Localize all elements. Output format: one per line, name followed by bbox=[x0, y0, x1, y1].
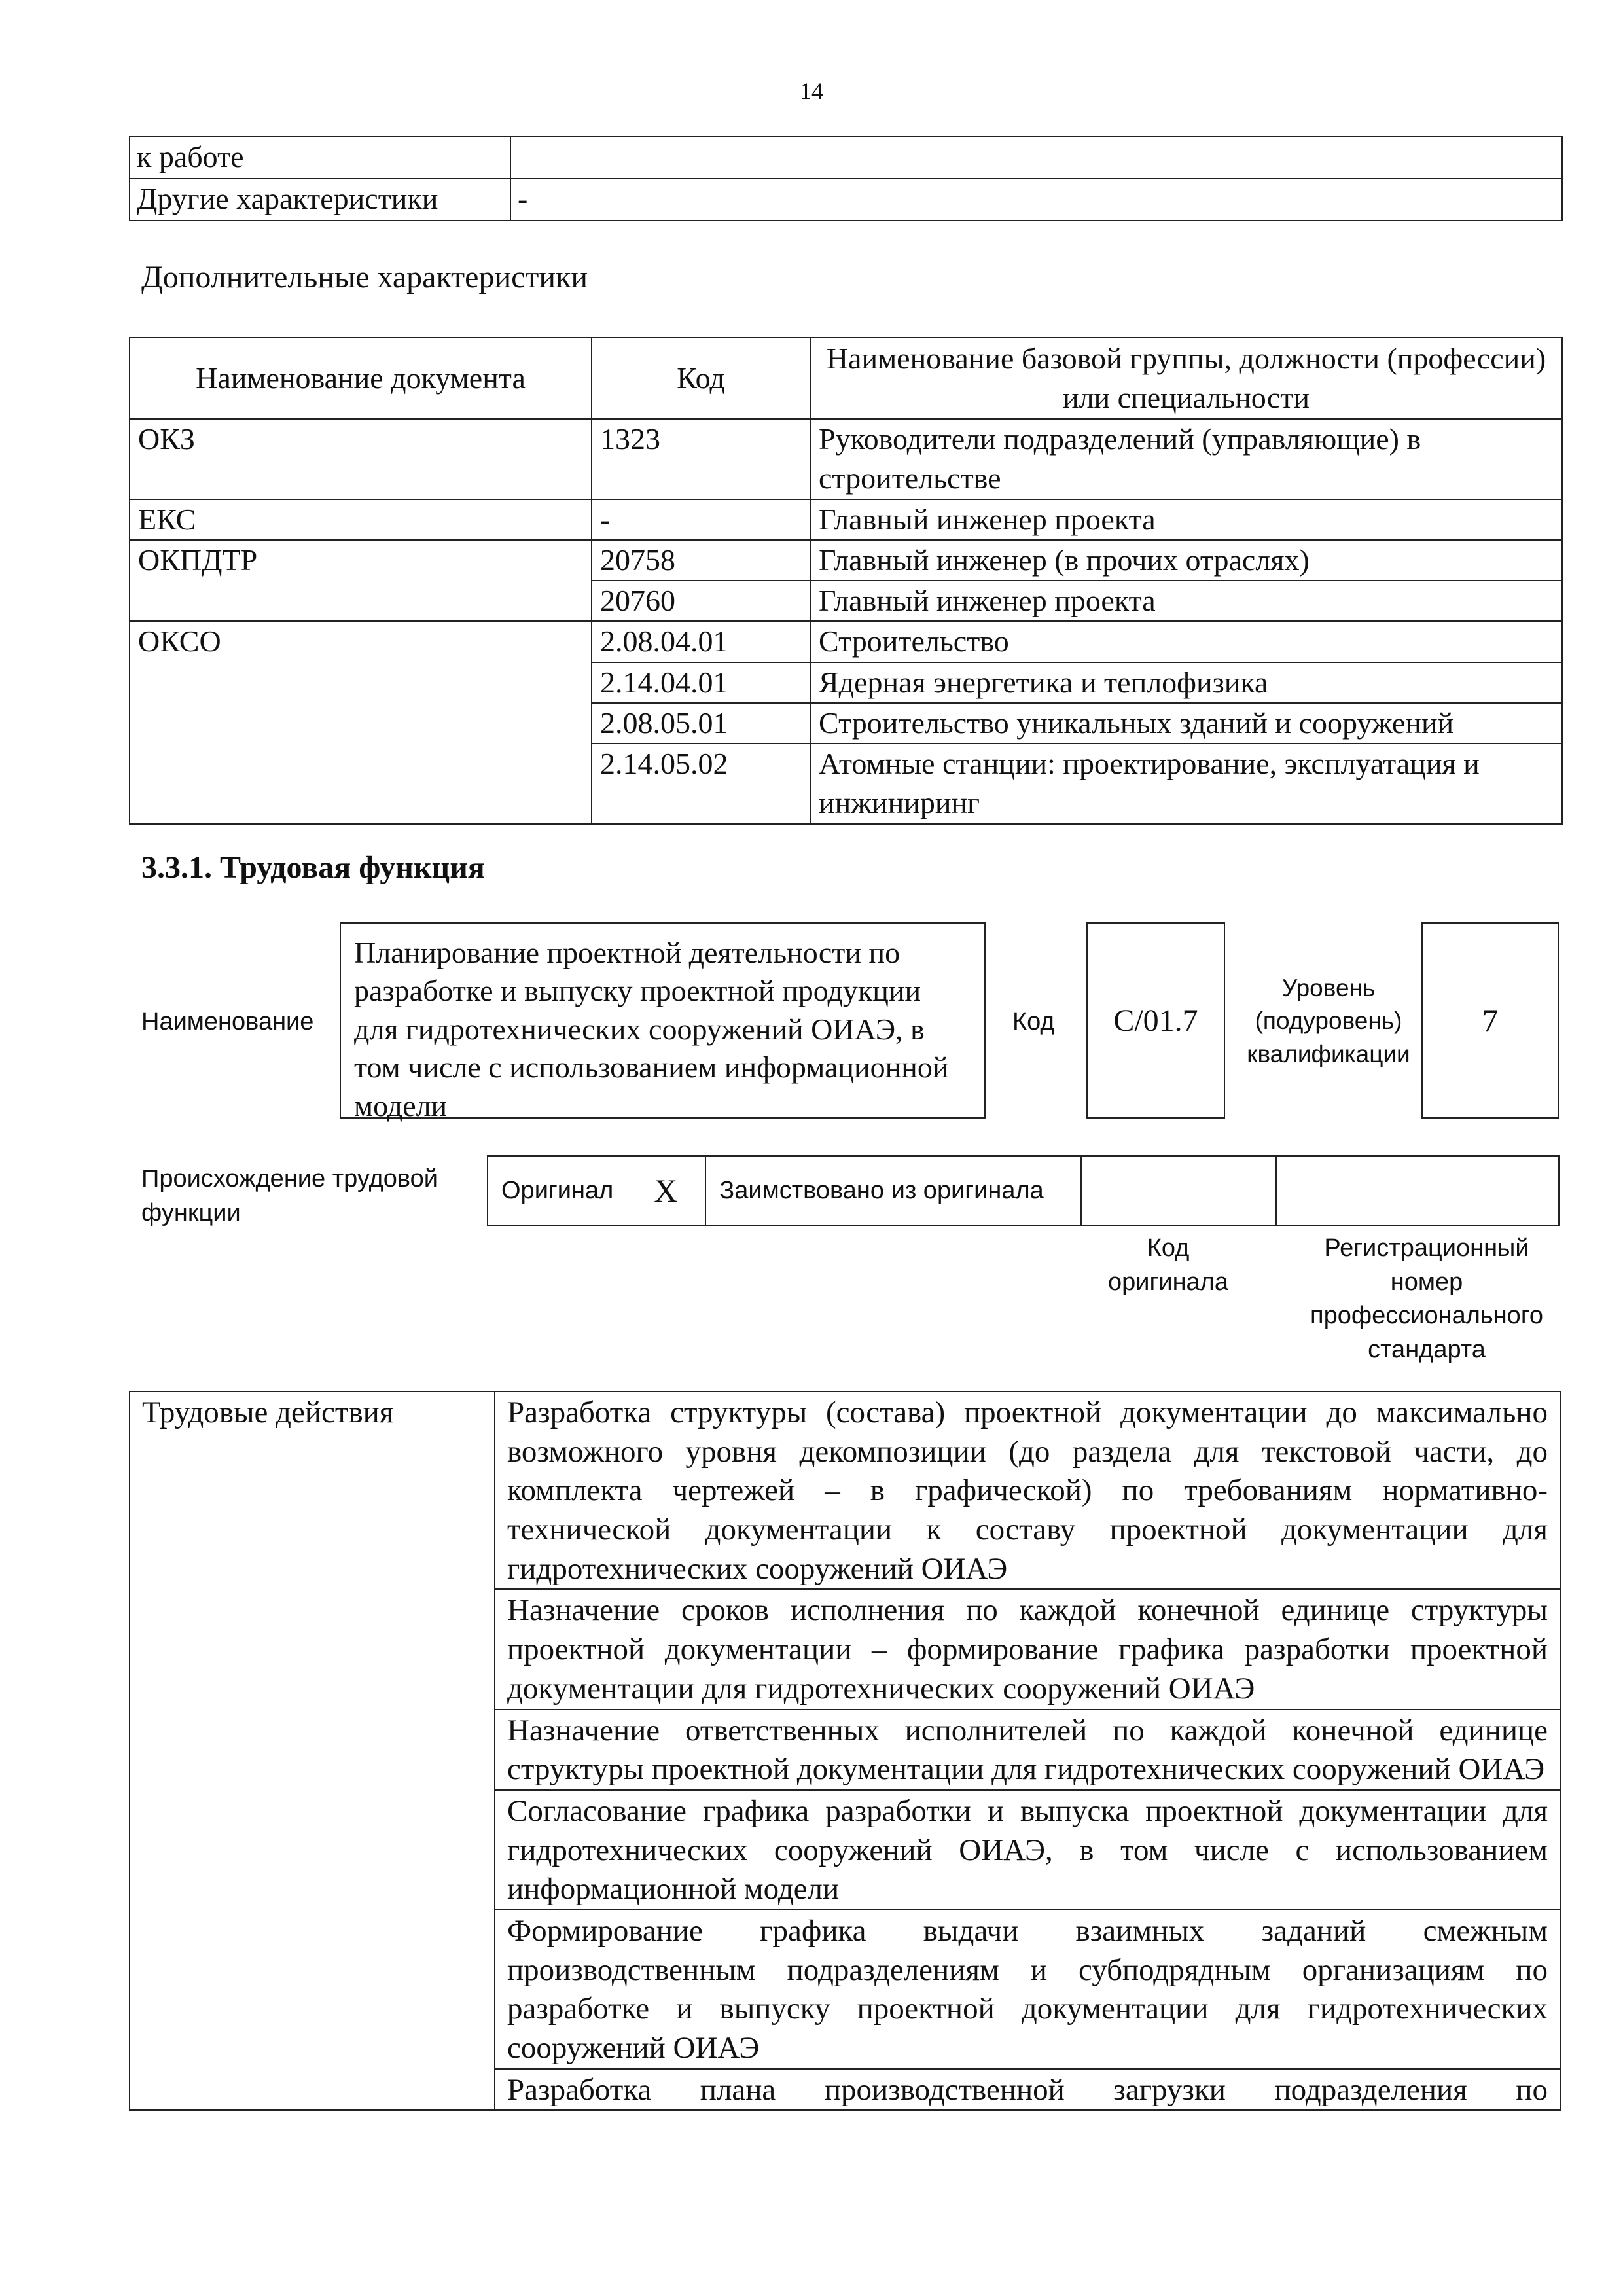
table-row bbox=[130, 540, 1562, 581]
table-cell-name: Строительство bbox=[810, 621, 1562, 662]
labor-action-item: Назначение ответственных исполнителей по каждой конечной единице структуры проектной документации для гидротехнических сооружений ОИАЭ bbox=[495, 1710, 1560, 1790]
origin-table bbox=[487, 1155, 1560, 1226]
labor-action-item: Согласование графика разработки и выпуска проектной документации для гидротехнических сооружений ОИАЭ, в том числе с использованием информационной модели bbox=[495, 1790, 1560, 1910]
table-row bbox=[130, 179, 1562, 221]
additional-characteristics-title: Дополнительные характеристики bbox=[141, 260, 588, 295]
table-cell-name: Руководители подразделений (управляющие) в строительстве bbox=[810, 419, 1562, 499]
table-cell-name: Главный инженер (в прочих отраслях) bbox=[810, 540, 1562, 581]
additional-characteristics-table bbox=[129, 337, 1563, 825]
function-code-box: С/01.7 bbox=[1086, 922, 1225, 1119]
code-label: Код bbox=[1012, 1008, 1055, 1035]
table-cell-document: ОКСО bbox=[130, 621, 592, 823]
origin-label: Происхождение трудовой функции bbox=[141, 1165, 438, 1227]
table-cell-document: ОКЗ bbox=[130, 419, 592, 499]
labor-action-item: Назначение сроков исполнения по каждой конечной единице структуры проектной документации – формирование графика разработки проектной документации для гидротехнических сооружений ОИАЭ bbox=[495, 1589, 1560, 1709]
labor-action-item: Разработка структуры (состава) проектной документации до максимально возможного уровня декомпозиции (до раздела для текстовой части, до комплекта чертежей – в графической) по требованиям нормативно-технической документации к составу проектной документации для гидротехнических сооружений ОИАЭ bbox=[495, 1391, 1560, 1589]
table-cell-code: 2.08.05.01 bbox=[592, 703, 810, 744]
table-row bbox=[130, 1391, 1560, 1589]
table-cell-code: 20758 bbox=[592, 540, 810, 581]
labor-action-item: Формирование графика выдачи взаимных заданий смежным производственным подразделениям и субподрядным организациям по разработке и выпуску проектной документации для гидротехнических сооружений ОИАЭ bbox=[495, 1910, 1560, 2069]
requirements-table bbox=[129, 136, 1563, 221]
table-row bbox=[130, 621, 1562, 662]
labor-action-item: Разработка плана производственной загрузки подразделения по bbox=[495, 2069, 1560, 2111]
table-cell-code: - bbox=[592, 499, 810, 540]
name-label: Наименование bbox=[141, 1008, 314, 1035]
table-header-row bbox=[130, 338, 1562, 419]
table-cell-label: к работе bbox=[130, 137, 510, 179]
column-header-code: Код bbox=[592, 338, 810, 419]
table-cell-document: ЕКС bbox=[130, 499, 592, 540]
section-title: 3.3.1. Трудовая функция bbox=[141, 850, 485, 885]
table-cell-document: ОКПДТР bbox=[130, 540, 592, 622]
table-cell-label: Другие характеристики bbox=[130, 179, 510, 221]
table-cell-name: Строительство уникальных зданий и сооружений bbox=[810, 703, 1562, 744]
table-cell-value bbox=[510, 137, 1562, 179]
table-cell-code: 20760 bbox=[592, 581, 810, 621]
table-cell-name: Главный инженер проекта bbox=[810, 581, 1562, 621]
table-row bbox=[488, 1156, 1559, 1225]
registration-number-cell bbox=[1276, 1156, 1559, 1225]
qualification-level-label: Уровень (подуровень) квалификации bbox=[1247, 975, 1410, 1067]
registration-number-caption: Регистрационный номер профессионального стандарта bbox=[1310, 1234, 1543, 1364]
original-mark: X bbox=[626, 1156, 705, 1225]
original-code-caption: Код оригинала bbox=[1107, 1234, 1228, 1296]
table-cell-code: 2.14.04.01 bbox=[592, 662, 810, 703]
table-cell-code: 2.14.05.02 bbox=[592, 744, 810, 824]
original-code-cell bbox=[1081, 1156, 1276, 1225]
labor-actions-table bbox=[129, 1391, 1561, 2111]
column-header-document: Наименование документа bbox=[130, 338, 592, 419]
table-cell-value: - bbox=[510, 179, 1562, 221]
column-header-group-name: Наименование базовой группы, должности (профессии) или специальности bbox=[810, 338, 1562, 419]
table-row bbox=[130, 137, 1562, 179]
table-cell-name: Главный инженер проекта bbox=[810, 499, 1562, 540]
qualification-level-box: 7 bbox=[1421, 922, 1559, 1119]
table-cell-name: Ядерная энергетика и теплофизика bbox=[810, 662, 1562, 703]
table-cell-code: 1323 bbox=[592, 419, 810, 499]
function-name-box: Планирование проектной деятельности по разработке и выпуску проектной продукции для гидротехнических сооружений ОИАЭ, в том числе с использованием информационной модели bbox=[340, 922, 986, 1119]
page-number: 14 bbox=[800, 78, 823, 104]
original-label: Оригинал bbox=[488, 1156, 626, 1225]
table-row bbox=[130, 419, 1562, 499]
table-cell-name: Атомные станции: проектирование, эксплуатация и инжиниринг bbox=[810, 744, 1562, 824]
table-row bbox=[130, 499, 1562, 540]
table-cell-code: 2.08.04.01 bbox=[592, 621, 810, 662]
labor-actions-label: Трудовые действия bbox=[130, 1391, 495, 2110]
borrowed-label: Заимствовано из оригинала bbox=[705, 1156, 1081, 1225]
